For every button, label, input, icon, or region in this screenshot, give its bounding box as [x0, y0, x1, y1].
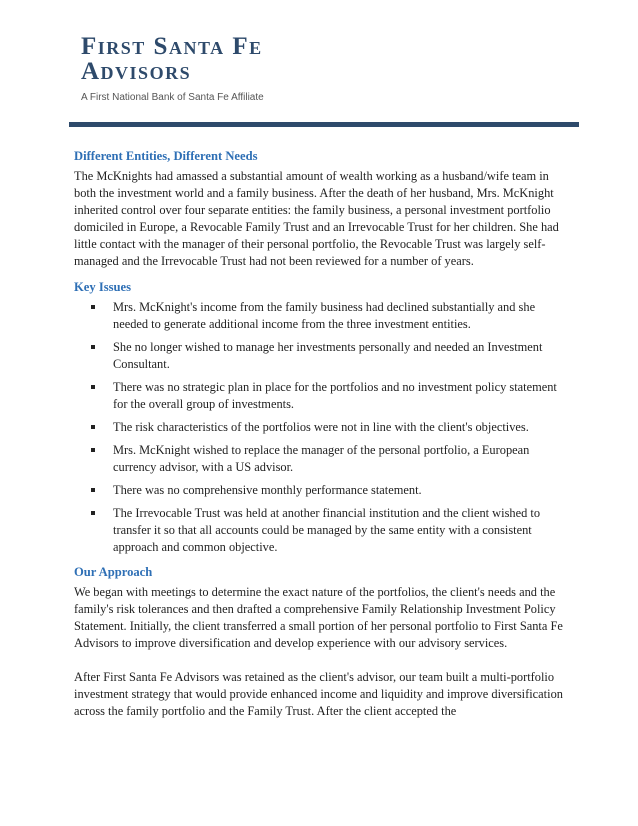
bullet-icon — [91, 345, 95, 349]
bullet-icon — [91, 305, 95, 309]
list-item-text: Mrs. McKnight wished to replace the manager of the personal portfolio, a European currency advisor, with a US advisor. — [113, 443, 530, 474]
company-logo — [81, 34, 341, 103]
logo-line-2: Advisors — [81, 58, 192, 85]
paragraph-spacer — [74, 652, 564, 669]
list-item — [74, 299, 564, 333]
bullet-icon — [91, 425, 95, 429]
list-item — [74, 442, 564, 476]
list-item-text: She no longer wished to manage her investments personally and needed an Investment Consultant. — [113, 340, 543, 371]
bullet-icon — [91, 385, 95, 389]
document-body — [74, 148, 564, 720]
list-item-text: There was no strategic plan in place for the portfolios and no investment policy statement for the overall group of investments. — [113, 380, 557, 411]
bullet-icon — [91, 488, 95, 492]
approach-paragraph-1: We began with meetings to determine the exact nature of the portfolios, the client's needs and the family's risk tolerances and then drafted a comprehensive Family Relationship Investment Policy Statement. Initially, the client transferred a small portion of her personal portfolio to First Santa Fe Advisors to improve diversification and develop experience with our advisory services. — [74, 585, 563, 650]
section-heading-key-issues: Key Issues — [74, 280, 132, 294]
key-issues-list — [74, 299, 564, 556]
list-item — [74, 505, 564, 556]
list-item — [74, 482, 564, 499]
section-heading-approach: Our Approach — [74, 565, 153, 579]
list-item-text: The risk characteristics of the portfolios were not in line with the client's objectives. — [113, 420, 529, 434]
bullet-icon — [91, 511, 95, 515]
list-item — [74, 419, 564, 436]
list-item-text: There was no comprehensive monthly performance statement. — [113, 483, 422, 497]
bullet-icon — [91, 448, 95, 452]
logo-line-1: First Santa Fe — [81, 33, 263, 60]
section-spacer — [74, 270, 564, 279]
list-item — [74, 339, 564, 373]
logo-tagline: A First National Bank of Santa Fe Affiliate — [81, 92, 264, 103]
approach-paragraph-2: After First Santa Fe Advisors was retained as the client's advisor, our team built a multi-portfolio investment strategy that would provide enhanced income and liquidity and improve diversification across the family portfolio and the Family Trust. After the client accepted the — [74, 670, 563, 718]
list-item — [74, 379, 564, 413]
header-divider — [69, 122, 579, 127]
section-heading-intro: Different Entities, Different Needs — [74, 149, 258, 163]
list-item-text: Mrs. McKnight's income from the family business had declined substantially and she needed to generate additional income from the three investment entities. — [113, 300, 536, 331]
intro-paragraph: The McKnights had amassed a substantial amount of wealth working as a husband/wife team in both the investment world and a family business. After the death of her husband, Mrs. McKnight inherited control over four separate entities: the family business, a personal investment portfolio domiciled in Europe, a Revocable Family Trust and an Irrevocable Trust for her children. She had little contact with the manager of their personal portfolio, the Revocable Trust was largely self-managed and the Irrevocable Trust had not been reviewed for a number of years. — [74, 169, 559, 268]
list-item-text: The Irrevocable Trust was held at another financial institution and the client wished to transfer it so that all accounts could be managed by the same entity with a consistent approach and common objective. — [113, 506, 541, 554]
